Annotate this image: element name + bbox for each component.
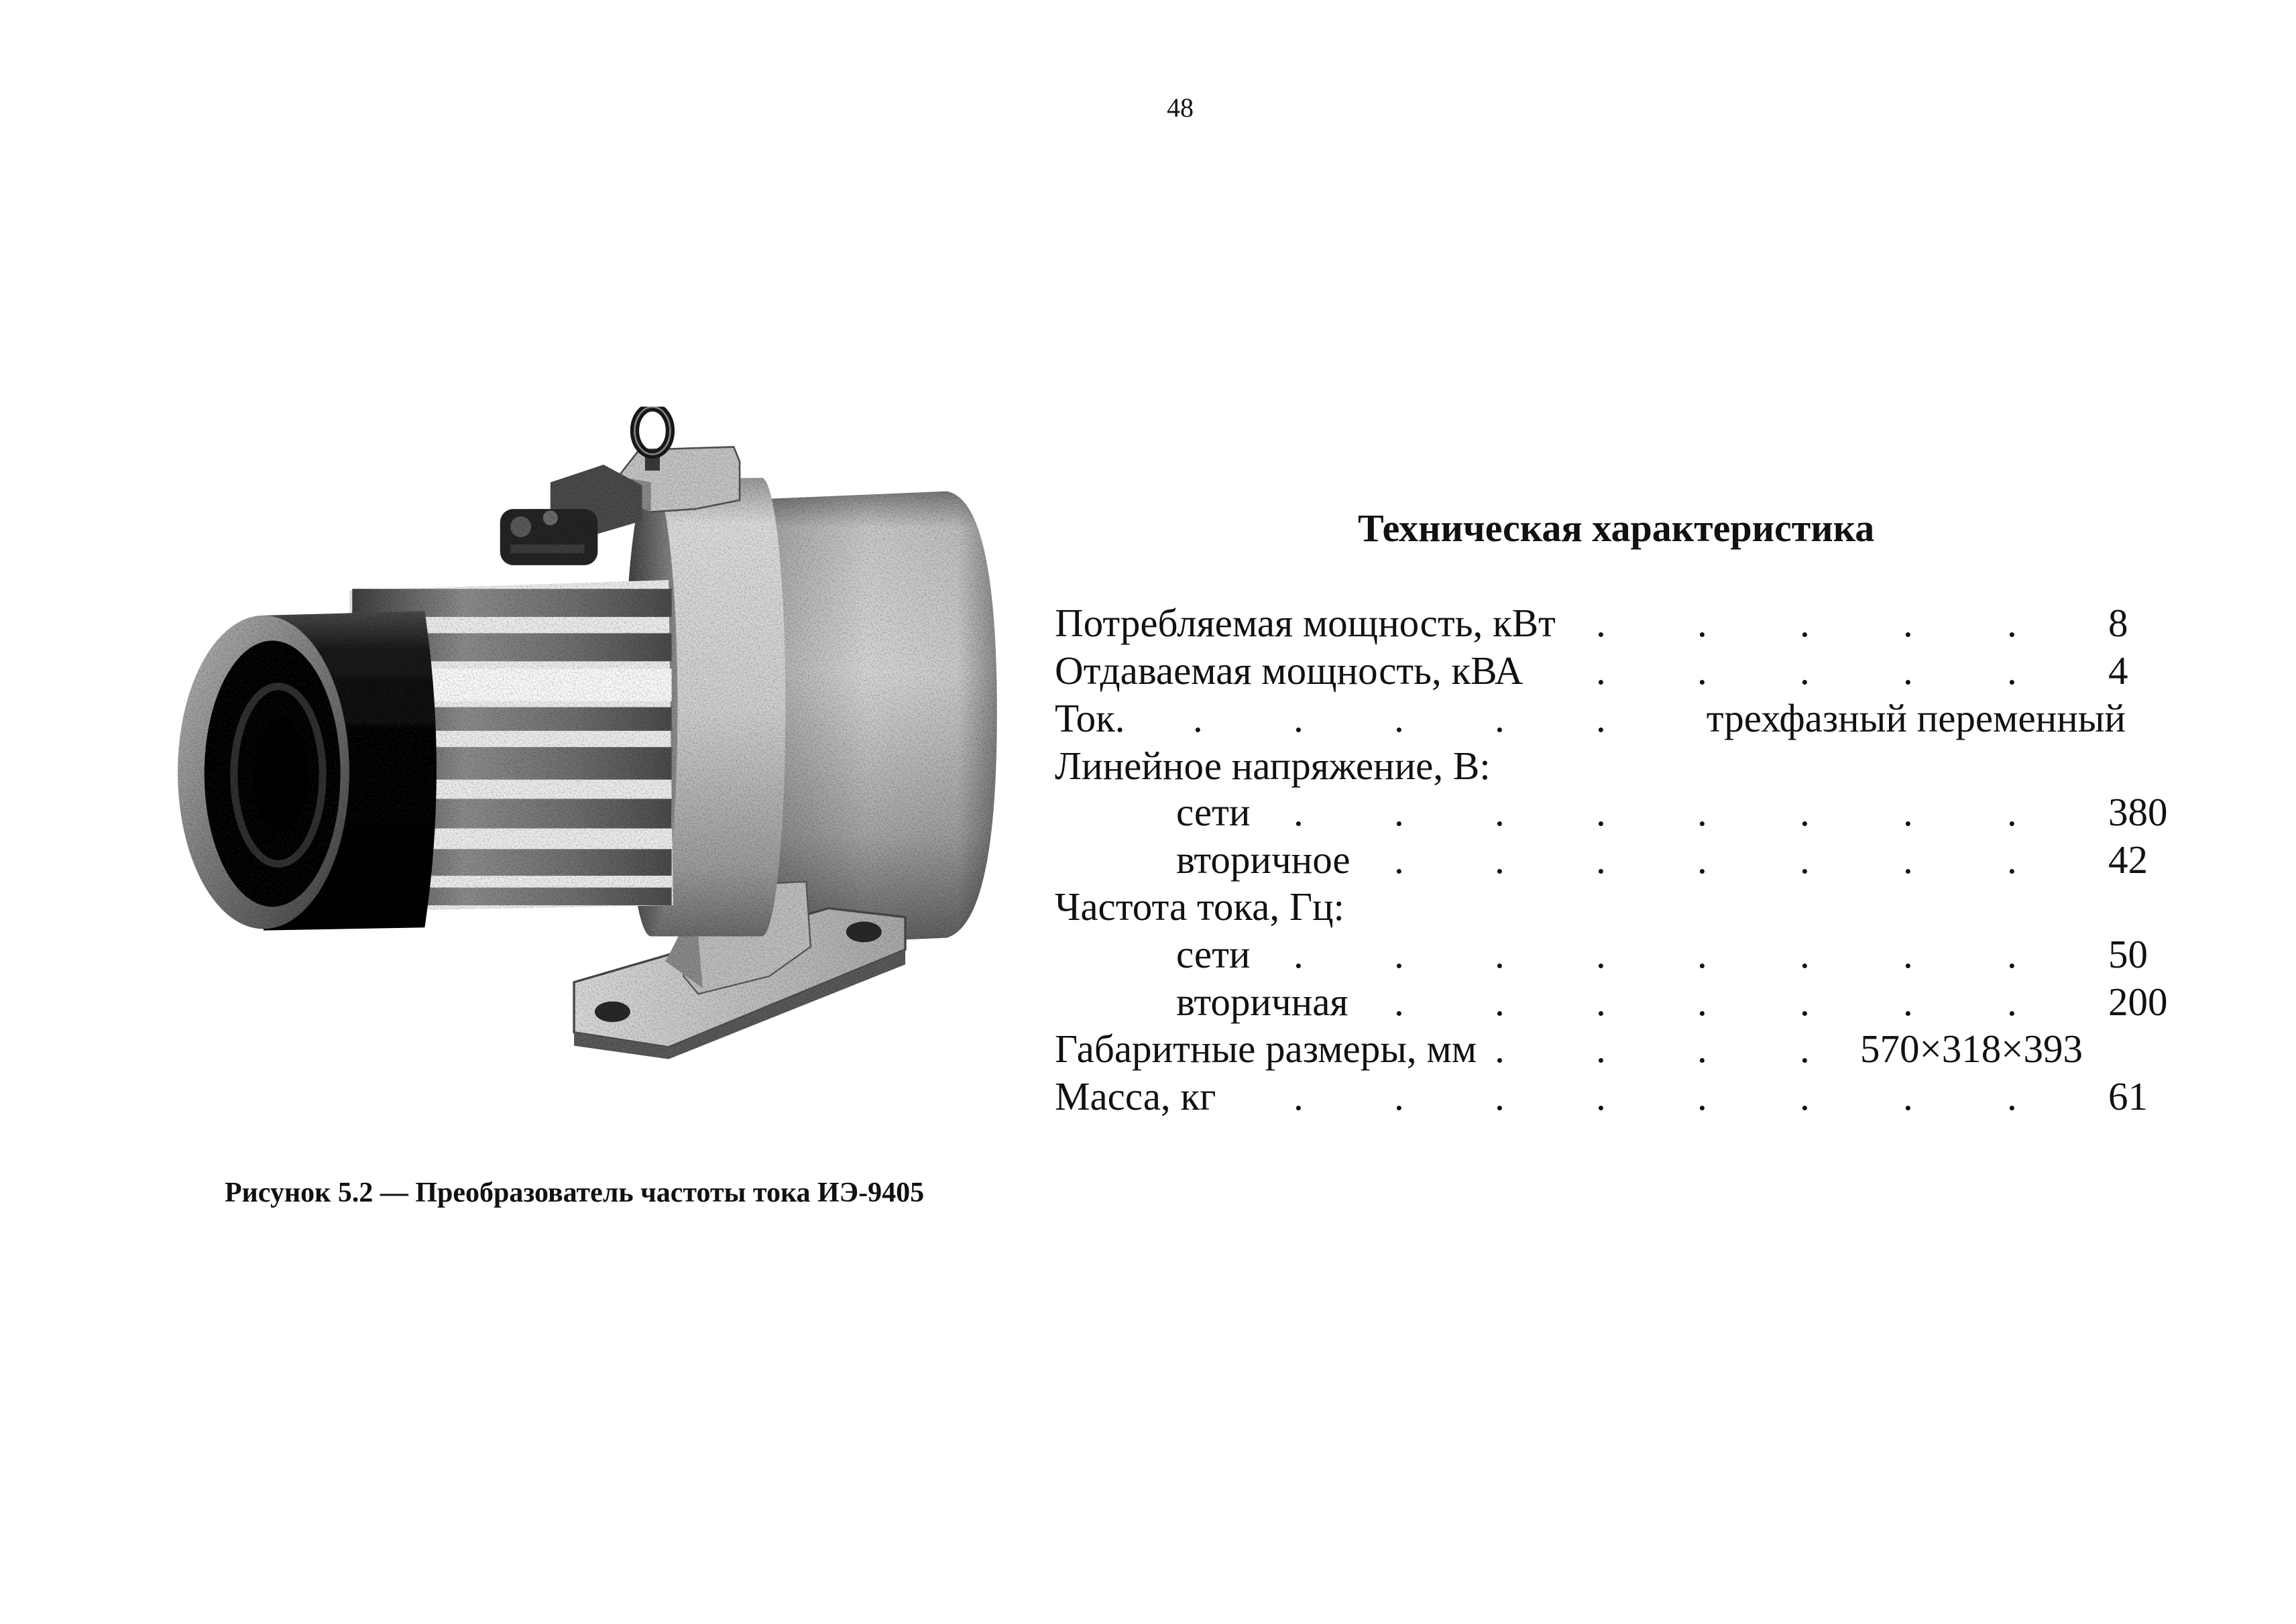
leader-dot: . (1596, 837, 1606, 882)
spec-value: 200 (2108, 980, 2168, 1024)
leader-dot: . (1495, 980, 1505, 1024)
spec-label: Потребляемая мощность, кВт (1055, 601, 1556, 645)
leader-dot: . (1495, 1027, 1505, 1071)
leader-dot: . (2007, 980, 2017, 1024)
spec-row (0, 1025, 2296, 1073)
leader-dot: . (1903, 837, 1913, 882)
figure-caption: Рисунок 5.2 — Преобразователь частоты тока ИЭ-9405 (225, 1177, 925, 1208)
leader-dot: . (1394, 837, 1404, 882)
leader-dot: . (1294, 696, 1304, 740)
leader-dot: . (1596, 696, 1606, 740)
leader-dot: . (1903, 932, 1913, 976)
leader-dot: . (1697, 1027, 1707, 1071)
spec-row (0, 978, 2296, 1026)
leader-dot: . (2007, 648, 2017, 693)
spec-value: 380 (2108, 790, 2168, 834)
spec-group-heading (0, 883, 2296, 931)
spec-label: сети (1176, 790, 1251, 834)
leader-dot: . (1697, 980, 1707, 1024)
spec-value: 4 (2108, 648, 2128, 693)
leader-dot: . (1903, 648, 1913, 693)
page-number: 48 (1167, 93, 1194, 123)
leader-dot: . (1394, 790, 1404, 834)
leader-dot: . (2007, 601, 2017, 645)
leader-dot: . (1800, 837, 1810, 882)
spec-value: трехфазный переменный (1706, 696, 2126, 740)
leader-dot: . (1800, 980, 1810, 1024)
leader-dot: . (1495, 837, 1505, 882)
leader-dot: . (1596, 648, 1606, 693)
spec-label: Линейное напряжение, В: (1055, 744, 1491, 788)
leader-dot: . (1596, 1027, 1606, 1071)
leader-dot: . (1193, 696, 1203, 740)
leader-dot: . (1697, 648, 1707, 693)
leader-dot: . (1596, 601, 1606, 645)
leader-dot: . (2007, 1074, 2017, 1118)
spec-label: вторичное (1176, 837, 1351, 882)
leader-dot: . (1903, 1074, 1913, 1118)
leader-dot: . (1596, 1074, 1606, 1118)
spec-label: сети (1176, 932, 1251, 976)
leader-dot: . (1596, 980, 1606, 1024)
spec-label: Частота тока, Гц: (1055, 884, 1344, 929)
spec-row (0, 599, 2296, 647)
spec-label: вторичная (1176, 980, 1348, 1024)
spec-value: 8 (2108, 601, 2128, 645)
leader-dot: . (1800, 790, 1810, 834)
leader-dot: . (1294, 1074, 1304, 1118)
leader-dot: . (1697, 601, 1707, 645)
leader-dot: . (1697, 1074, 1707, 1118)
leader-dot: . (1697, 932, 1707, 976)
spec-value: 50 (2108, 932, 2148, 976)
spec-row (0, 647, 2296, 695)
leader-dot: . (1294, 790, 1304, 834)
spec-label: Масса, кг (1055, 1074, 1216, 1118)
spec-label: Габаритные размеры, мм (1055, 1027, 1477, 1071)
leader-dot: . (1596, 790, 1606, 834)
spec-row (0, 789, 2296, 836)
leader-dot: . (1800, 1027, 1810, 1071)
leader-dot: . (1394, 696, 1404, 740)
specs-title: Техническая характеристика (1358, 506, 1875, 550)
leader-dot: . (2007, 790, 2017, 834)
leader-dot: . (1800, 1074, 1810, 1118)
leader-dot: . (1495, 696, 1505, 740)
leader-dot: . (1697, 790, 1707, 834)
leader-dot: . (1903, 601, 1913, 645)
leader-dot: . (1495, 1074, 1505, 1118)
leader-dot: . (1903, 790, 1913, 834)
leader-dot: . (1903, 980, 1913, 1024)
leader-dot: . (2007, 932, 2017, 976)
spec-label: Отдаваемая мощность, кВА (1055, 648, 1524, 693)
spec-row (0, 836, 2296, 884)
leader-dot: . (1697, 837, 1707, 882)
leader-dot: . (1394, 932, 1404, 976)
leader-dot: . (1800, 648, 1810, 693)
leader-dot: . (1800, 932, 1810, 976)
spec-row (0, 931, 2296, 978)
leader-dot: . (2007, 837, 2017, 882)
spec-value: 570×318×393 (1859, 1027, 2083, 1071)
spec-row (0, 1073, 2296, 1120)
spec-value: 42 (2108, 837, 2148, 882)
leader-dot: . (1294, 932, 1304, 976)
spec-value: 61 (2108, 1074, 2148, 1118)
leader-dot: . (1800, 601, 1810, 645)
spec-label: Ток. (1055, 696, 1125, 740)
leader-dot: . (1596, 932, 1606, 976)
leader-dot: . (1394, 1074, 1404, 1118)
leader-dot: . (1495, 790, 1505, 834)
spec-group-heading (0, 742, 2296, 790)
leader-dot: . (1394, 980, 1404, 1024)
spec-row (0, 695, 2296, 742)
leader-dot: . (1495, 932, 1505, 976)
